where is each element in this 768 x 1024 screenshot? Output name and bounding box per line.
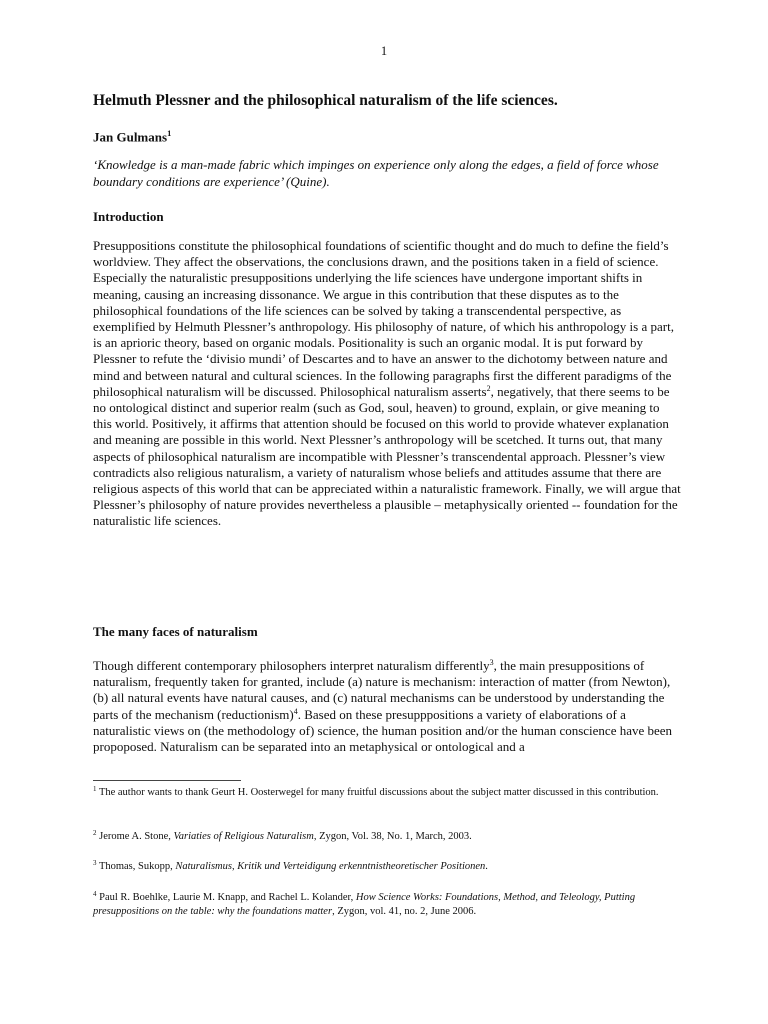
footnote-text: The author wants to thank Geurt H. Oosterwegel for many fruitful discussions about the subject matter discussed in this contribution. — [98, 787, 659, 798]
naturalism-text-part-1: Though different contemporary philosophers interpret naturalism differently — [93, 658, 490, 673]
section-heading-naturalism: The many faces of naturalism — [93, 624, 258, 639]
epigraph-quote: ‘Knowledge is a man-made fabric which impinges on experience only along the edges, a field of force whose boundary conditions are experience’ (Quine). — [93, 157, 659, 189]
intro-text-part-1: Presuppositions constitute the philosophical foundations of scientific thought and do much to define the field’s worldview. They affect the observations, the conclusions drawn, and the positions taken in a field of science. Especially the naturalistic presuppositions underlying the life sciences have undergone important shifts in meaning, causing an increasing dissonance. We argue in this contribution that these disputes as to the philosophical foundations of the life sciences can be solved by taking a transcendental perspective, as exemplified by Helmuth Plessner’s anthropology. His philosophy of nature, of which his anthropology is a part, is an aprioric theory, based on organic modals. Positionality is such an organic modal. It is put forward by Plessner to refute the ‘divisio mundi’ of Descartes and to have an answer to the dichotomy between nature and mind and between natural and cultural sciences. In the following paragraphs first the different paradigms of the philosophical naturalism will be discussed. Philosophical naturalism asserts — [93, 238, 674, 399]
footnote-ref-3[interactable]: 3 — [489, 658, 494, 667]
introduction-paragraph — [93, 238, 681, 530]
footnote-4 — [93, 891, 683, 919]
footnote-ref-4[interactable]: 4 — [293, 706, 298, 716]
footnote-work-title: Naturalismus, Kritik und Verteidigung erkenntnistheoretischer Positionen — [175, 861, 486, 872]
footnote-1 — [93, 786, 683, 800]
footnote-text: Paul R. Boehlke, Laurie M. Knapp, and Rachel L. Kolander, — [99, 892, 356, 903]
footnote-mark: 3 — [93, 859, 97, 867]
footnote-text: Jerome A. Stone, — [99, 831, 174, 842]
footnote-ref-2[interactable]: 2 — [486, 383, 491, 393]
naturalism-text-part-3: . Based on these presupppositions a variety of elaborations of a naturalistic views on (the methodology of) science, the human position and/or the human conscience have been propoposed. Naturalism can be separated into an metaphysical or ontological and a — [93, 706, 673, 755]
footnote-text: . — [485, 861, 488, 872]
author-name: Jan Gulmans — [93, 129, 168, 145]
footnote-work-title: Variaties of Religious Naturalism — [173, 831, 314, 842]
naturalism-text-part-2: , the main presuppositions of naturalism, frequently taken for granted, include (a) nature is mechanism: interaction of matter (from Newton), (b) all natural events have natural causes, and (c) natural mechanisms can be understood by understanding the parts of the mechanism (reductionism) — [93, 658, 671, 722]
document-title: Helmuth Plessner and the philosophical naturalism of the life sciences. — [93, 92, 558, 109]
footnote-work-title: How Science Works: Foundations, Method, and Teleology, Putting presuppositions on the table: why the foundations matter — [93, 892, 636, 917]
footnote-2 — [93, 830, 683, 844]
footnote-separator — [93, 780, 241, 781]
footnote-text: Thomas, Sukopp, — [98, 861, 176, 872]
footnote-text: , Zygon, vol. 41, no. 2, June 2006. — [332, 906, 477, 917]
footnote-mark: 2 — [93, 829, 97, 837]
page-number: 1 — [380, 44, 388, 58]
footnote-mark: 4 — [93, 890, 97, 898]
naturalism-paragraph — [93, 658, 681, 755]
footnote-mark: 1 — [93, 785, 97, 793]
footnote-ref-1[interactable]: 1 — [167, 128, 172, 138]
section-heading-introduction: Introduction — [93, 209, 164, 224]
footnote-3 — [93, 860, 683, 874]
intro-text-part-2: , negatively, that there seems to be no ontological distinct and superior realm (such as God, soul, heaven) to ground, explain, or give meaning to this world. Positively, it affirms that attention should be focused on this world to provide whatever explanation and meaning are possible in this world. Next Plessner’s anthropology will be scetched. It turns out, that many aspects of philosophical naturalism are incompatible with Plessner’s transcendental approach. Plessner’s view contradicts also religious naturalism, a variety of naturalism whose beliefs and attitudes assume that there are religious aspects of this world that can be appreciated within a naturalistic framework. Finally, we will argue that Plessner’s philosophy of nature provides nevertheless a plausible – metaphysically oriented -- foundation for the naturalistic life sciences. — [93, 383, 681, 529]
footnote-text: , Zygon, Vol. 38, No. 1, March, 2003. — [313, 831, 472, 842]
author-line — [93, 128, 693, 145]
